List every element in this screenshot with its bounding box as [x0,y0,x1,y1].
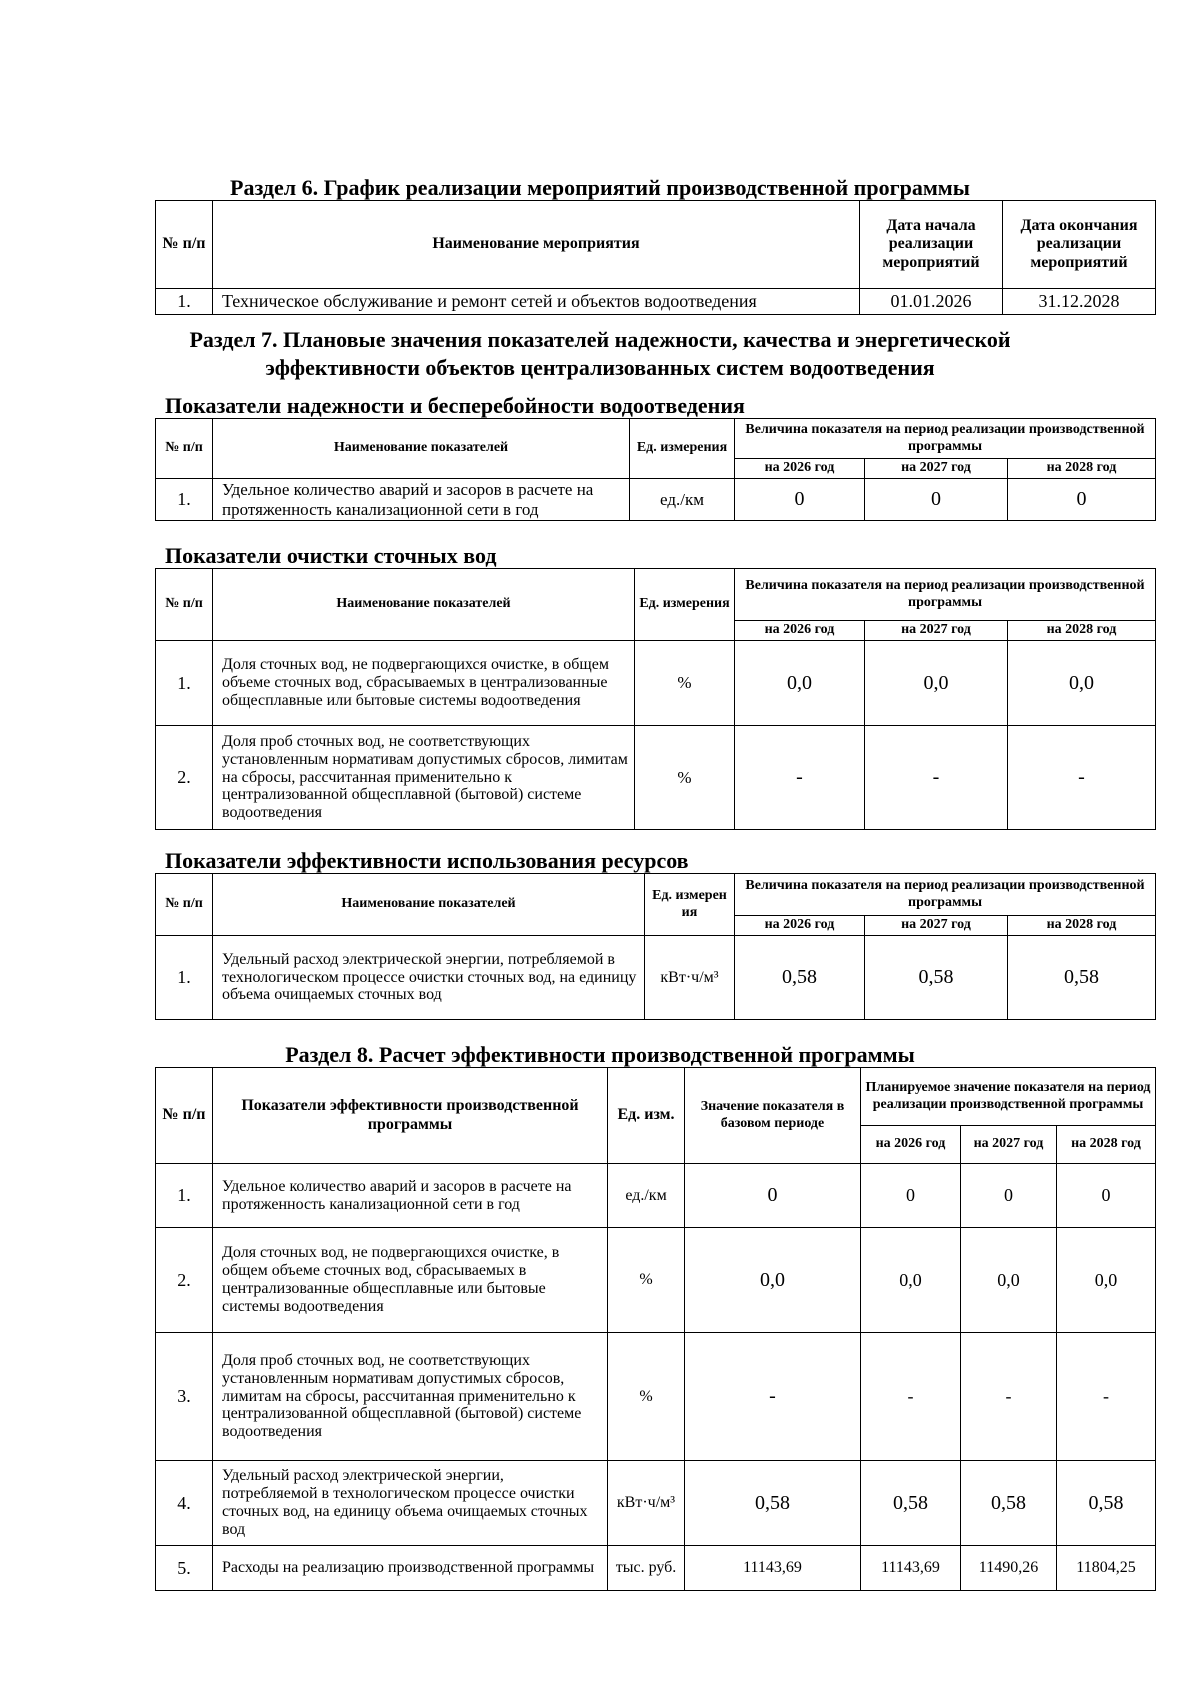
row-number: 1. [156,641,213,726]
unit: % [635,726,735,830]
base-value: 0,0 [685,1228,861,1333]
indicator-name: Удельное количество аварий и засоров в расчете на протяженность канализационной сети в год [213,1164,608,1228]
base-value: 0,58 [685,1461,861,1546]
unit: тыс. руб. [608,1546,685,1591]
col-base-value-header: Значение показателя в базовом периоде [685,1068,861,1164]
year-2028-header: на 2028 год [1008,621,1156,641]
value-2026: 0,0 [861,1228,961,1333]
unit: ед./км [608,1164,685,1228]
col-value-group-header: Величина показателя на период реализации производственной программы [735,419,1156,459]
col-end-date-header: Дата окончания реализации мероприятий [1003,201,1156,289]
table-row [156,1461,1156,1546]
indicator-name: Доля сточных вод, не подвергающихся очистке, в общем объеме сточных вод, сбрасываемых в централизованные общесплавные или бытовые системы водоотведения [213,1228,608,1333]
col-unit-header: Ед. измерения [635,569,735,641]
section8-table [155,1067,1156,1591]
table-row [156,1546,1156,1591]
resources-title: Показатели эффективности использования ресурсов [165,848,689,873]
section7-title-line1: Раздел 7. Плановые значения показателей надежности, качества и энергетической [189,327,1011,352]
row-number: 2. [156,1228,213,1333]
value-2026: 0,58 [735,936,865,1020]
col-number-header: № п/п [156,1068,213,1164]
table-row [156,1164,1156,1228]
table-row [156,936,1156,1020]
base-value: - [685,1333,861,1461]
col-indicator-name-header: Наименование показателей [213,874,645,936]
unit: % [608,1333,685,1461]
value-2028: 0,0 [1057,1228,1156,1333]
col-number-header: № п/п [156,874,213,936]
table-row [156,1228,1156,1333]
col-indicator-name-header: Показатели эффективности производственной программы [213,1068,608,1164]
indicator-name: Расходы на реализацию производственной программы [213,1546,608,1591]
year-2028-header: на 2028 год [1008,916,1156,936]
indicator-name: Доля проб сточных вод, не соответствующих установленным нормативам допустимых сбросов, лимитам на сбросы, рассчитанная применительно к централизованной общесплавной (бытовой) системе водоотведения [213,726,635,830]
reliability-table [155,418,1156,521]
value-2027: 0,0 [961,1228,1057,1333]
section6-table [155,200,1156,315]
value-2027: - [865,726,1008,830]
section6-title: Раздел 6. График реализации мероприятий производственной программы [230,175,970,200]
col-value-group-header: Величина показателя на период реализации производственной программы [735,569,1156,621]
value-2027: 0,58 [961,1461,1057,1546]
value-2026: 0 [735,479,865,521]
value-2027: 0,0 [865,641,1008,726]
table-row [156,641,1156,726]
row-number: 1. [156,479,213,521]
value-2028: 0,58 [1008,936,1156,1020]
year-2027-header: на 2027 год [865,459,1008,479]
indicator-name: Доля сточных вод, не подвергающихся очистке, в общем объеме сточных вод, сбрасываемых в централизованные общесплавные или бытовые системы водоотведения [213,641,635,726]
year-2027-header: на 2027 год [865,916,1008,936]
row-number: 4. [156,1461,213,1546]
year-2026-header: на 2026 год [735,459,865,479]
row-number: 5. [156,1546,213,1591]
col-number-header: № п/п [156,201,213,289]
indicator-name: Доля проб сточных вод, не соответствующих установленным нормативам допустимых сбросов, лимитам на сбросы, рассчитанная применительно к централизованной общесплавной (бытовой) системе водоотведения [213,1333,608,1461]
value-2027: - [961,1333,1057,1461]
row-number: 3. [156,1333,213,1461]
col-event-name-header: Наименование мероприятия [213,201,860,289]
table-row [156,479,1156,521]
unit: % [608,1228,685,1333]
year-2028-header: на 2028 год [1057,1126,1156,1164]
value-2028: 0,0 [1008,641,1156,726]
year-2026-header: на 2026 год [861,1126,961,1164]
value-2027: 0,58 [865,936,1008,1020]
year-2027-header: на 2027 год [865,621,1008,641]
indicator-name: Удельное количество аварий и засоров в расчете на протяженность канализационной сети в год [213,479,630,521]
value-2027: 0 [865,479,1008,521]
value-2026: - [861,1333,961,1461]
value-2028: 0,58 [1057,1461,1156,1546]
section8-title: Раздел 8. Расчет эффективности производственной программы [285,1042,915,1067]
indicator-name: Удельный расход электрической энергии, потребляемой в технологическом процессе очистки сточных вод, на единицу объема очищаемых сточных вод [213,1461,608,1546]
value-2026: 0,0 [735,641,865,726]
table-row [156,289,1156,315]
value-2028: - [1057,1333,1156,1461]
value-2026: 0,58 [861,1461,961,1546]
value-2026: 0 [861,1164,961,1228]
table-row [156,726,1156,830]
cleaning-table [155,568,1156,830]
value-2026: - [735,726,865,830]
year-2026-header: на 2026 год [735,916,865,936]
row-number: 1. [156,1164,213,1228]
reliability-title: Показатели надежности и бесперебойности водоотведения [165,393,745,418]
base-value: 11143,69 [685,1546,861,1591]
col-planned-group-header: Планируемое значение показателя на период реализации производственной программы [861,1068,1156,1126]
col-number-header: № п/п [156,419,213,479]
section7-title-line2: эффективности объектов централизованных систем водоотведения [265,355,935,380]
unit: ед./км [630,479,735,521]
value-2028: 0 [1057,1164,1156,1228]
col-unit-header: Ед. измерения [630,419,735,479]
year-2028-header: на 2028 год [1008,459,1156,479]
value-2028: 0 [1008,479,1156,521]
start-date: 01.01.2026 [860,289,1003,315]
table-row [156,1333,1156,1461]
year-2027-header: на 2027 год [961,1126,1057,1164]
year-2026-header: на 2026 год [735,621,865,641]
col-unit-header: Ед. изм. [608,1068,685,1164]
unit: кВт·ч/м³ [608,1461,685,1546]
event-name: Техническое обслуживание и ремонт сетей и объектов водоотведения [213,289,860,315]
end-date: 31.12.2028 [1003,289,1156,315]
indicator-name: Удельный расход электрической энергии, потребляемой в технологическом процессе очистки сточных вод, на единицу объема очищаемых сточных вод [213,936,645,1020]
value-2028: 11804,25 [1057,1546,1156,1591]
cleaning-title: Показатели очистки сточных вод [165,543,497,568]
value-2027: 11490,26 [961,1546,1057,1591]
unit: % [635,641,735,726]
value-2028: - [1008,726,1156,830]
resources-table [155,873,1156,1020]
col-start-date-header: Дата начала реализации мероприятий [860,201,1003,289]
value-2027: 0 [961,1164,1057,1228]
col-value-group-header: Величина показателя на период реализации производственной программы [735,874,1156,916]
col-indicator-name-header: Наименование показателей [213,419,630,479]
row-number: 1. [156,936,213,1020]
unit: кВт·ч/м³ [645,936,735,1020]
row-number: 2. [156,726,213,830]
col-unit-header: Ед. измерен ия [645,874,735,936]
row-number: 1. [156,289,213,315]
col-indicator-name-header: Наименование показателей [213,569,635,641]
base-value: 0 [685,1164,861,1228]
value-2026: 11143,69 [861,1546,961,1591]
col-number-header: № п/п [156,569,213,641]
